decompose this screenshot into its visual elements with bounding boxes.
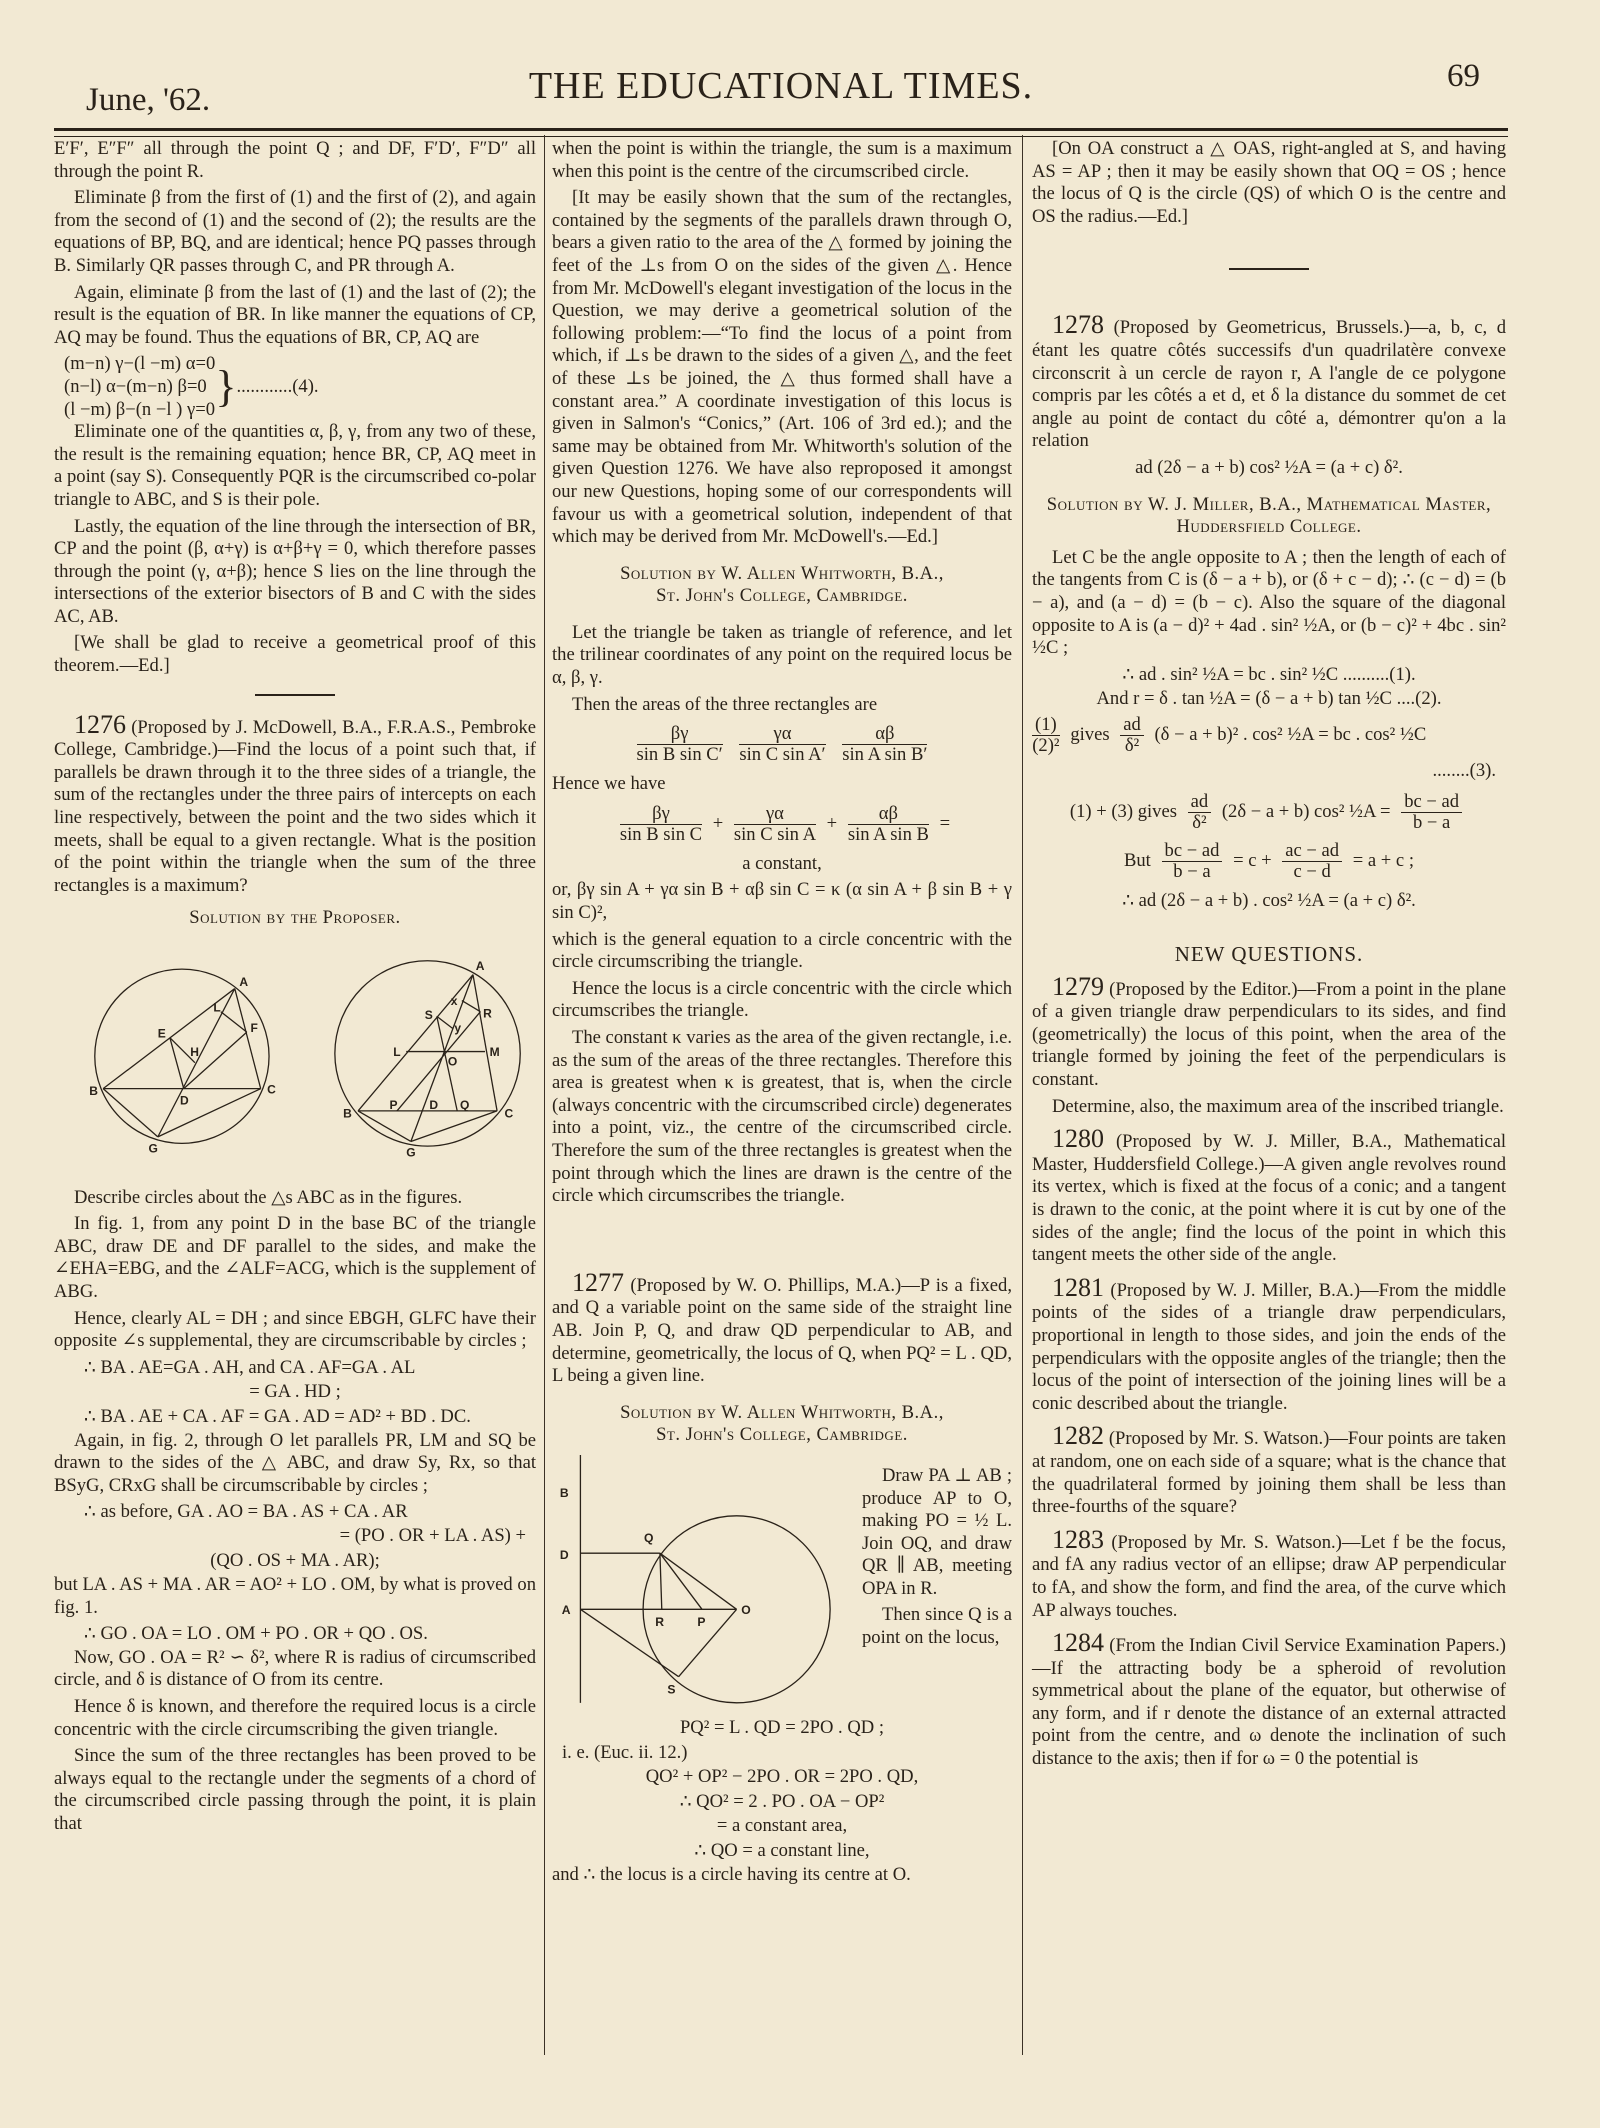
numerator: bc − ad xyxy=(1401,792,1462,813)
paragraph: Hence the locus is a circle concentric with the circle which circumscribes the triangle. xyxy=(552,977,1012,1022)
question-number: 1280 xyxy=(1052,1124,1104,1154)
header-rule xyxy=(54,128,1508,137)
fig-label: G xyxy=(148,1141,158,1156)
paragraph: Determine, also, the maximum area of the inscribed triangle. xyxy=(1052,1095,1504,1117)
paragraph: Again, eliminate β from the last of (1) and the last of (2); the result is the equation of BR. In like manner the equations of CP, AQ may be found. Thus the equations of BR, CP, AQ are xyxy=(54,281,536,348)
editor-note: [On OA construct a △ OAS, right-angled at S, and having AS = AP ; then it may be easily shown that OQ = OS ; hence the locus of Q is the circle (QS) of which O is the centre and OS the radius.—Ed.] xyxy=(1032,138,1506,227)
journal-title: THE EDUCATIONAL TIMES. xyxy=(528,65,1034,107)
fig-label: y xyxy=(454,1021,462,1036)
issue-date: June, '62. xyxy=(86,82,211,118)
equation xyxy=(1032,841,1506,882)
denominator: sin C sin A xyxy=(733,823,817,845)
denominator: sin C sin A′ xyxy=(739,744,826,766)
numerator: ac − ad xyxy=(1282,841,1342,862)
fig-label: S xyxy=(424,1008,433,1023)
fig-label: E xyxy=(157,1026,166,1041)
fraction xyxy=(620,804,702,845)
fraction xyxy=(734,804,816,845)
section-divider xyxy=(1229,268,1309,270)
conclusion: and ∴ the locus is a circle having its centre at O. xyxy=(552,1864,911,1886)
equation xyxy=(1032,715,1506,756)
fig-label: P xyxy=(389,1098,398,1113)
denominator: sin A sin B xyxy=(847,823,929,845)
paragraph: Let the triangle be taken as triangle of reference, and let the trilinear coordinates of any point on the required locus be α, β, γ. xyxy=(552,621,1012,689)
equation: = GA . HD ; xyxy=(249,1381,341,1403)
fig-label: P xyxy=(697,1615,706,1630)
equation: (QO . OS + MA . AR); xyxy=(210,1549,380,1571)
equation: = a constant area, xyxy=(716,1815,848,1837)
geometry-figures-1-2 xyxy=(54,938,536,1180)
question-number: 1278 xyxy=(1052,310,1104,340)
numerator: ad xyxy=(1188,792,1212,813)
paragraph: Hence δ is known, and therefore the required locus is a circle concentric with the circle circumscribing the given triangle. xyxy=(54,1696,536,1740)
denominator: δ² xyxy=(1124,734,1140,756)
column-divider xyxy=(544,135,545,2055)
equation: ∴ as before, GA . AO = BA . AS + CA . AR xyxy=(84,1501,408,1523)
question-text: (From the Indian Civil Service Examination Papers.)—If the attracting body be a spheroid of revolution symmetrical about the plane of the equator, but otherwise of any form, and if r denote the distance of an external attracted point from the centre, and ω denote the inclination of such distance to the axis; then if for ω = 0 the potential is xyxy=(1032,1635,1506,1770)
fig-label: S xyxy=(667,1682,676,1697)
equation: QO² + OP² − 2PO . OR = 2PO . QD, xyxy=(645,1766,919,1788)
fig-label: R xyxy=(655,1615,665,1630)
paragraph: when the point is within the triangle, the sum is a maximum when this point is the centre of the circumscribed circle. xyxy=(552,138,1012,182)
paragraph: Eliminate one of the quantities α, β, γ, from any two of these, the result is the remaining equation; hence BR, CP, AQ meet in a point (say S). Consequently PQR is the circumscribed co-polar triangle to ABC, and S is their pole. xyxy=(54,421,536,510)
fig-label: B xyxy=(559,1485,569,1500)
fig-label: D xyxy=(559,1547,569,1562)
solution-author: Solution by W. Allen Whitworth, B.A., xyxy=(620,562,944,584)
paragraph: Eliminate β from the first of (1) and the first of (2), and again from the second of (1) and the second of (2); the results are the equations of BP, BQ, and are identical; hence PQ passes through B. Similarly QR passes through C, and PR through A. xyxy=(54,187,536,276)
question-1277 xyxy=(552,1267,1012,1388)
question-number: 1282 xyxy=(1052,1421,1104,1451)
equation-note: i. e. (Euc. ii. 12.) xyxy=(562,1741,688,1763)
column-right xyxy=(1032,138,1506,1775)
question-text: (Proposed by Geometricus, Brussels.)—a, b, c, d étant les quatre côtés successifs d'un quadrilatère convexe circonscrit à un cercle de rayon r, A l'angle de ce polygone compris par les côtés a et d, et δ la distance du sommet de cet angle au point de contact du côté a, démontrer qu'on a la relation xyxy=(1032,317,1506,452)
solution-affiliation: St. John's College, Cambridge. xyxy=(656,1424,908,1446)
solution-author: Solution by W. Allen Whitworth, B.A., xyxy=(620,1401,944,1423)
fig-label: O xyxy=(741,1602,751,1617)
equation-text: (δ − a + b)² . cos² ½A = bc . cos² ½C xyxy=(1154,723,1427,745)
fig-label: C xyxy=(267,1082,276,1097)
fraction xyxy=(1401,792,1462,833)
equation: And r = δ . tan ½A = (δ − a + b) tan ½C ....(2). xyxy=(1096,688,1442,710)
fig-label: C xyxy=(504,1106,514,1121)
question-number: 1277 xyxy=(572,1267,624,1297)
equation: or, βγ sin A + γα sin B + αβ sin C = κ (α sin A + β sin B + γ sin C)², xyxy=(552,879,1012,924)
question-1283 xyxy=(1032,1524,1506,1622)
paragraph: Describe circles about the △s ABC as in the figures. xyxy=(74,1186,463,1208)
equation: (n−l) α−(m−n) β=0 xyxy=(64,375,207,397)
column-left xyxy=(54,138,536,1840)
paragraph: In fig. 1, from any point D in the base BC of the triangle ABC, draw DE and DF parallel to the sides, and make the ∠EHA=EBG, and the ∠ALF=ACG, which is the supplement of ABG. xyxy=(54,1213,536,1302)
equation-number: ........(3). xyxy=(1432,759,1496,781)
section-heading: NEW QUESTIONS. xyxy=(1174,942,1364,967)
question-text: (Proposed by W. O. Phillips, M.A.)—P is a fixed, and Q a variable point on the same side of the straight line AB. Join P, Q, and draw QD perpendicular to AB, and determine, geometrically, the locus of Q, when PQ² = L . QD, L being a given line. xyxy=(552,1274,1012,1387)
solution-heading xyxy=(552,1402,1012,1447)
fraction xyxy=(637,724,723,765)
denominator: sin B sin C′ xyxy=(636,744,723,766)
paragraph: Hence, clearly AL = DH ; and since EBGH, GLFC have their opposite ∠s supplemental, they are circumscribable by circles ; xyxy=(54,1307,536,1352)
solution-heading: Solution by the Proposer. xyxy=(189,907,401,929)
question-number: 1284 xyxy=(1052,1628,1104,1658)
numerator: (1) xyxy=(1032,715,1060,736)
denominator: (2)² xyxy=(1032,734,1060,756)
equation: ∴ ad (2δ − a + b) . cos² ½A = (a + c) δ². xyxy=(1122,890,1416,912)
operator: + xyxy=(712,812,724,834)
denominator: b − a xyxy=(1173,861,1211,883)
question-text: (Proposed by the Editor.)—From a point in the plane of a given triangle draw perpendiculars to its sides, and find (geometrically) the locus of this point, when the area of the triangle formed by joining the feet of the perpendiculars is constant. xyxy=(1032,978,1506,1091)
equation: ∴ QO = a constant line, xyxy=(694,1839,870,1861)
question-number: 1276 xyxy=(74,709,126,739)
paragraph: Draw PA ⊥ AB ; produce AP to O, making PO = ½ L. Join OQ, and draw QR ∥ AB, meeting OPA in R. xyxy=(862,1464,1012,1599)
question-text: (Proposed by J. McDowell, B.A., F.R.A.S., Pembroke College, Cambridge.)—Find the locus of a point such that, if parallels be drawn through it to the three sides of a triangle, the sum of the rectangles under the three pairs of intercepts on each line respectively, between the point and the two sides which it meets, shall be equal to a given rectangle. What is the position of the point within the triangle when the sum of the three rectangles is a maximum? xyxy=(54,716,536,896)
denominator: sin B sin C xyxy=(619,823,703,845)
question-1279 xyxy=(1032,971,1506,1092)
paragraph: E′F′, E″F″ all through the point Q ; and DF, F′D′, F″D″ all through the point R. xyxy=(54,138,536,182)
fig-label: D xyxy=(180,1093,189,1108)
equation-group-4 xyxy=(64,353,536,421)
numerator: βγ xyxy=(620,804,702,825)
question-number: 1281 xyxy=(1052,1272,1104,1302)
fig-label: A xyxy=(475,959,485,974)
paragraph: Let C be the angle opposite to A ; then the length of each of the tangents from C is (δ − a + b), or (δ + c − d); ∴ (c − d) = (b − a), and (a − d) = (b − c). Also the square of the diagonal opposite to A is (a − d)² + 4ad . sin² ½A, or (b − c)² + 4bc . sin² ½C ; xyxy=(1032,546,1506,659)
paragraph: Then since Q is a point on the locus, xyxy=(862,1604,1012,1649)
question-1282 xyxy=(1032,1421,1506,1518)
editor-note: [It may be easily shown that the sum of the rectangles, contained by the segments of the parallels drawn through O, bears a given ratio to the area of the △ formed by joining the feet of the ⊥s from O on the sides of the given △. Hence from Mr. McDowell's elegant investigation of the locus in the Question, we may derive a geometrical solution of the following problem:—“To find the locus of a point from which, if ⊥s be drawn to the sides of a given △, and the feet of these ⊥s be joined, the △ thus formed shall have a constant area.” A coordinate investigation of this locus is given in Salmon's “Conics,” (Art. 106 of 3rd ed.); and the same may be obtained from Mr. Whitworth's solution of the given Question 1276. We have also reproposed it amongst our new Questions, hoping some of our correspondents will favour us with a geometrical solution, independent of that which may be derived from Mr. McDowell's.—Ed.] xyxy=(552,187,1012,548)
denominator: δ² xyxy=(1192,812,1207,834)
page-number: 69 xyxy=(1447,58,1480,94)
denominator: b − a xyxy=(1412,812,1451,834)
equation-text: = c + xyxy=(1233,850,1272,872)
equation: = (PO . OR + LA . AS) + xyxy=(339,1524,526,1546)
question-text: (Proposed by W. J. Miller, B.A.)—From the middle points of the sides of a triangle draw perpendiculars, proportional in length to those sides, and join the ends of the perpendiculars with the opposite angles of the triangle; then the locus of the point of intersection of the joining lines will be a conic described about the triangle. xyxy=(1032,1279,1507,1414)
fig-label: A xyxy=(561,1602,571,1617)
equation xyxy=(1032,792,1506,833)
denominator: c − d xyxy=(1293,861,1331,883)
equation: (m−n) γ−(l −m) α=0 xyxy=(64,353,216,375)
fig-label: Q xyxy=(459,1098,470,1113)
geometry-figure-3 xyxy=(552,1455,852,1715)
paragraph: Now, GO . OA = R² ∽ δ², where R is radius of circumscribed circle, and δ is distance of O from its centre. xyxy=(54,1646,536,1691)
fraction xyxy=(1282,841,1342,882)
equation: ∴ GO . OA = LO . OM + PO . OR + QO . OS. xyxy=(84,1623,428,1645)
fraction xyxy=(1120,715,1144,756)
brace: } xyxy=(215,362,237,412)
fig-label: F xyxy=(250,1021,258,1036)
fig-label: R xyxy=(483,1006,492,1021)
fig-label: L xyxy=(213,1000,221,1015)
fig-label: Q xyxy=(644,1530,654,1545)
fig-label: x xyxy=(450,994,458,1009)
operator: = xyxy=(939,812,951,834)
fraction xyxy=(1162,841,1223,882)
numerator: αβ xyxy=(842,724,927,745)
question-1284 xyxy=(1032,1628,1506,1771)
column-middle xyxy=(552,138,1012,1887)
solution-affiliation: St. John's College, Cambridge. xyxy=(656,585,908,607)
equation: ∴ BA . AE=GA . AH, and CA . AF=GA . AL xyxy=(84,1356,416,1378)
fig-label: M xyxy=(489,1045,500,1060)
fraction xyxy=(1188,792,1212,833)
equation: a constant, xyxy=(742,852,822,874)
fig-label: O xyxy=(447,1054,458,1069)
fraction-sum xyxy=(552,804,1012,845)
equation: (l −m) β−(n −l ) γ=0 xyxy=(64,398,216,420)
fraction-row xyxy=(552,724,1012,765)
equation: PQ² = L . QD = 2PO . QD ; xyxy=(679,1716,885,1738)
fraction xyxy=(848,804,929,845)
figure-with-text xyxy=(552,1455,1012,1715)
question-1280 xyxy=(1032,1124,1506,1267)
column-divider xyxy=(1022,135,1023,2055)
fig-label: B xyxy=(343,1106,352,1121)
equation: ad (2δ − a + b) cos² ½A = (a + c) δ². xyxy=(1135,456,1403,478)
section-divider xyxy=(255,694,335,696)
equation-text: gives xyxy=(1070,723,1110,745)
denominator: sin A sin B′ xyxy=(842,744,928,766)
equation-text: = a + c ; xyxy=(1352,850,1414,872)
equation: ∴ BA . AE + CA . AF = GA . AD = AD² + BD . DC. xyxy=(84,1405,471,1427)
paragraph: but LA . AS + MA . AR = AO² + LO . OM, by what is proved on fig. 1. xyxy=(54,1574,536,1618)
numerator: bc − ad xyxy=(1162,841,1223,862)
question-1276 xyxy=(54,709,536,898)
question-1281 xyxy=(1032,1272,1507,1416)
fig-label: L xyxy=(393,1045,401,1060)
figure-side-text xyxy=(862,1455,1012,1654)
numerator: γα xyxy=(734,804,816,825)
equation-number: ............(4). xyxy=(236,375,319,397)
question-text: (Proposed by Mr. S. Watson.)—Let f be the focus, and fA any radius vector of an ellipse; draw AP perpendicular to fA, and show the form, and find the area, of the curve which AP always touches. xyxy=(1032,1531,1506,1621)
equation: ∴ ad . sin² ½A = bc . sin² ½C ..........(1). xyxy=(1122,663,1416,685)
numerator: ad xyxy=(1120,715,1144,736)
paragraph: which is the general equation to a circle concentric with the circle circumscribing the triangle. xyxy=(552,928,1012,973)
equation-text: (1) + (3) gives xyxy=(1069,801,1177,823)
page-header xyxy=(54,40,1508,135)
numerator: γα xyxy=(739,724,825,745)
paragraph: The constant κ varies as the area of the given rectangle, i.e. as the sum of the areas of the three rectangles. Therefore this area is greatest when κ is greatest, that is, when the circle (always concentric with the circumscribed circle) degenerates into a point, viz., the centre of the circumscribed circle. Therefore the sum of the three rectangles is greatest when the point through which the lines are drawn is the centre of the circle which circumscribes the triangle. xyxy=(552,1027,1012,1207)
equation-text: But xyxy=(1123,850,1151,872)
paragraph: Then the areas of the three rectangles are xyxy=(572,693,878,715)
question-1278 xyxy=(1032,310,1506,453)
fraction xyxy=(1032,715,1060,756)
numerator: βγ xyxy=(637,724,723,745)
fig-label: B xyxy=(89,1084,98,1099)
question-text: (Proposed by Mr. S. Watson.)—Four points are taken at random, one on each side of a square; what is the chance that the quadrilateral formed by joining them shall be less than three-fourths of the square? xyxy=(1032,1428,1506,1518)
question-number: 1279 xyxy=(1052,971,1104,1001)
question-number: 1283 xyxy=(1052,1524,1104,1554)
fig-label: D xyxy=(429,1098,439,1113)
equation-text: (2δ − a + b) cos² ½A = xyxy=(1221,801,1391,823)
operator: + xyxy=(826,812,838,834)
fraction xyxy=(842,724,927,765)
fig-label: G xyxy=(406,1145,416,1160)
editor-note: [We shall be glad to receive a geometrical proof of this theorem.—Ed.] xyxy=(54,632,536,677)
paragraph: Lastly, the equation of the line through the intersection of BR, CP and the point (β, α+γ) is α+β+γ = 0, which therefore passes through the point (γ, α+β); hence S lies on the line through the intersections of the exterior bisectors of B and C with the sides AC, AB. xyxy=(54,515,536,627)
solution-heading xyxy=(552,563,1012,608)
numerator: αβ xyxy=(848,804,929,825)
fraction xyxy=(739,724,825,765)
equation: ∴ QO² = 2 . PO . OA − OP² xyxy=(679,1790,885,1812)
question-text: (Proposed by W. J. Miller, B.A., Mathematical Master, Huddersfield College.)—A given angle revolves round its vertex, which is fixed at the focus of a conic; and a tangent is drawn to the conic, at the point where it is cut by one of the sides of the angle; find the locus of the point in which this tangent meets the other side of the angle. xyxy=(1032,1131,1506,1266)
paragraph: Again, in fig. 2, through O let parallels PR, LM and SQ be drawn to the sides of the △ ABC, and draw Sy, Rx, so that BSyG, CRxG shall be circumscribable by circles ; xyxy=(54,1429,536,1496)
paragraph: Since the sum of the three rectangles has been proved to be always equal to the rectangle under the segments of a chord of the circumscribed circle passing through the point, it is plain that xyxy=(54,1745,536,1835)
paragraph: Hence we have xyxy=(552,773,666,795)
fig-label: H xyxy=(190,1045,199,1060)
fig-label: A xyxy=(239,974,249,989)
solution-heading: Solution by W. J. Miller, B.A., Mathematical Master, Huddersfield College. xyxy=(1046,493,1492,538)
